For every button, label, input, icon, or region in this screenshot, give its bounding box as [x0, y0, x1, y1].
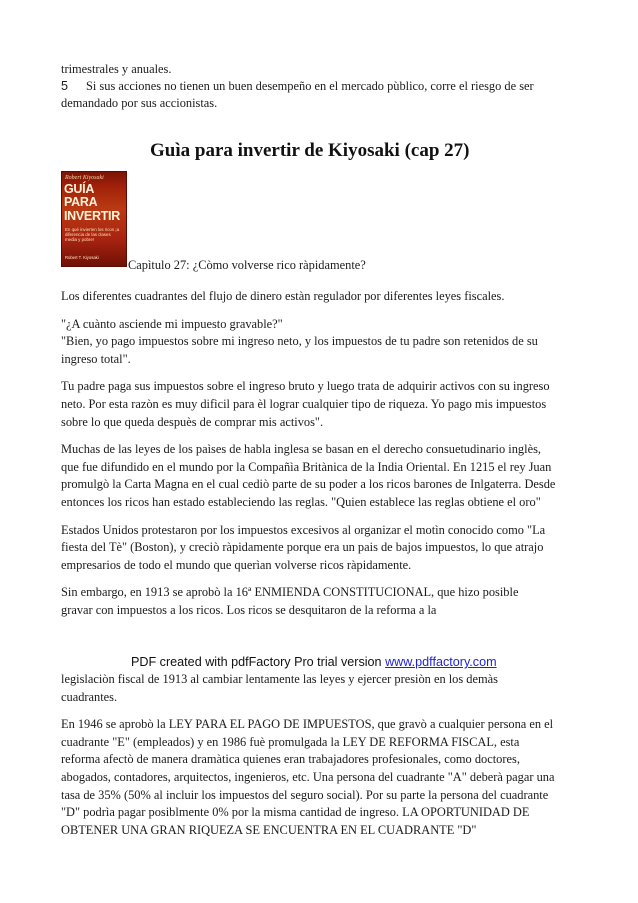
cover-title: GUÍA PARA	[64, 182, 98, 209]
paragraph-line: gravar con impuestos a los ricos. Los ricos se desquitaron de la reforma a la	[61, 603, 437, 617]
cover-footer: Robert T. Kiyosaki	[65, 255, 99, 260]
paragraph-line: "D" podrìa pagar posiblmente 0% por la misma cantidad de ingreso. LA OPORTUNIDAD DE	[61, 805, 530, 820]
paragraph-line: empresarios de todo el mundo que querìan volverse ricos ràpidamente.	[61, 557, 412, 572]
paragraph-line: ingreso total".	[61, 351, 131, 366]
paragraph-line: Sin embargo, en 1913 se aprobò la 16ª ENMIENDA CONSTITUCIONAL, que hizo posible	[61, 585, 519, 600]
paragraph-line: fiesta del Tè" (Boston), y creciò ràpidamente porque era un pais de bajos impuestos, lo que atrajo	[61, 540, 544, 555]
paragraph-line: OBTENER UNA GRAN RIQUEZA SE ENCUENTRA EN EL CUADRANTE "D"	[61, 822, 477, 837]
paragraph-line: Tu padre paga sus impuestos sobre el ingreso bruto y luego trata de adquirir activos con su ingreso	[61, 379, 550, 394]
paragraph-line: reforma afectò de manera dramàtica quienes eran trabajadores profesionales, como doctores,	[61, 752, 520, 767]
cover-title: INVERTIR	[64, 209, 120, 223]
book-cover-image	[61, 171, 127, 267]
text-line: trimestrales y anuales.	[61, 62, 172, 76]
paragraph-line: tasa de 35% (50% al incluir los impuestos del seguro social). Por su parte la persona del cuadrante	[61, 787, 549, 802]
paragraph-line: "¿A cuànto asciende mi impuesto gravable?"	[61, 316, 283, 331]
text-line: demandado por sus accionistas.	[61, 96, 218, 110]
paragraph-line: Los diferentes cuadrantes del flujo de dinero estàn regulador por diferentes leyes fiscales.	[61, 289, 505, 303]
paragraph-line: Muchas de las leyes de los paìses de habla inglesa se basan en el derecho consuetudinario inglès,	[61, 442, 541, 457]
text-line: Si sus acciones no tienen un buen desempeño en el mercado pùblico, corre el riesgo de ser	[86, 79, 534, 93]
pdf-watermark	[131, 655, 497, 669]
paragraph-line: cuadrante "E" (empleados) y en 1986 fuè promulgada la LEY DE REFORMA FISCAL, esta	[61, 734, 520, 749]
list-number: 5	[61, 79, 69, 93]
pdf-notice-text: PDF created with pdfFactory Pro trial version	[131, 655, 386, 669]
paragraph-line: promulgò la Carta Magna en el cual cediò parte de su poder a los ricos barones de Inlgaterra. Desde	[61, 477, 556, 492]
paragraph-line: "Bien, yo pago impuestos sobre mi ingreso neto, y los impuestos de tu padre son retenidos de su	[61, 334, 538, 349]
paragraph-line: neto. Por esta razòn es muy difìcil para èl lograr cualquier tipo de riqueza. Yo pago mis impuestos	[61, 397, 547, 411]
cover-subtitle: En qué invierten los ricos ¡a diferencia de las clases media y pobre!	[65, 227, 120, 242]
paragraph-line: cuadrantes.	[61, 689, 118, 704]
paragraph-line: legislaciòn fiscal de 1913 al cambiar lentamente las leyes y ejercer presiòn en los demàs	[61, 672, 498, 686]
pdffactory-link[interactable]: www.pdffactory.com	[385, 655, 497, 669]
paragraph-line: que fue difundido en el mundo por la Compañìa Britànica de la India Oriental. En 1215 el rey Juan	[61, 459, 552, 474]
paragraph-line: entonces los ricos han estado estableciendo las reglas. "Quien establece las reglas obtiene el oro"	[61, 495, 541, 509]
section-heading: Guìa para invertir de Kiyosaki (cap 27)	[150, 140, 470, 161]
chapter-title: Capìtulo 27: ¿Còmo volverse rico ràpidamente?	[128, 258, 366, 272]
paragraph-line: abogados, contadores, arquitectos, ingenieros, etc. Una persona del cuadrante "A" deberà pagar una	[61, 770, 555, 784]
paragraph-line: Estados Unidos protestaron por los impuestos excesivos al organizar el motìn conocido como "La	[61, 522, 546, 537]
paragraph-line: sobre lo que queda despuès de comprar mis activos".	[61, 414, 324, 429]
cover-author: Robert Kiyosaki	[65, 175, 104, 181]
paragraph-line: En 1946 se aprobò la LEY PARA EL PAGO DE IMPUESTOS, que gravò a cualquier persona en el	[61, 717, 554, 732]
